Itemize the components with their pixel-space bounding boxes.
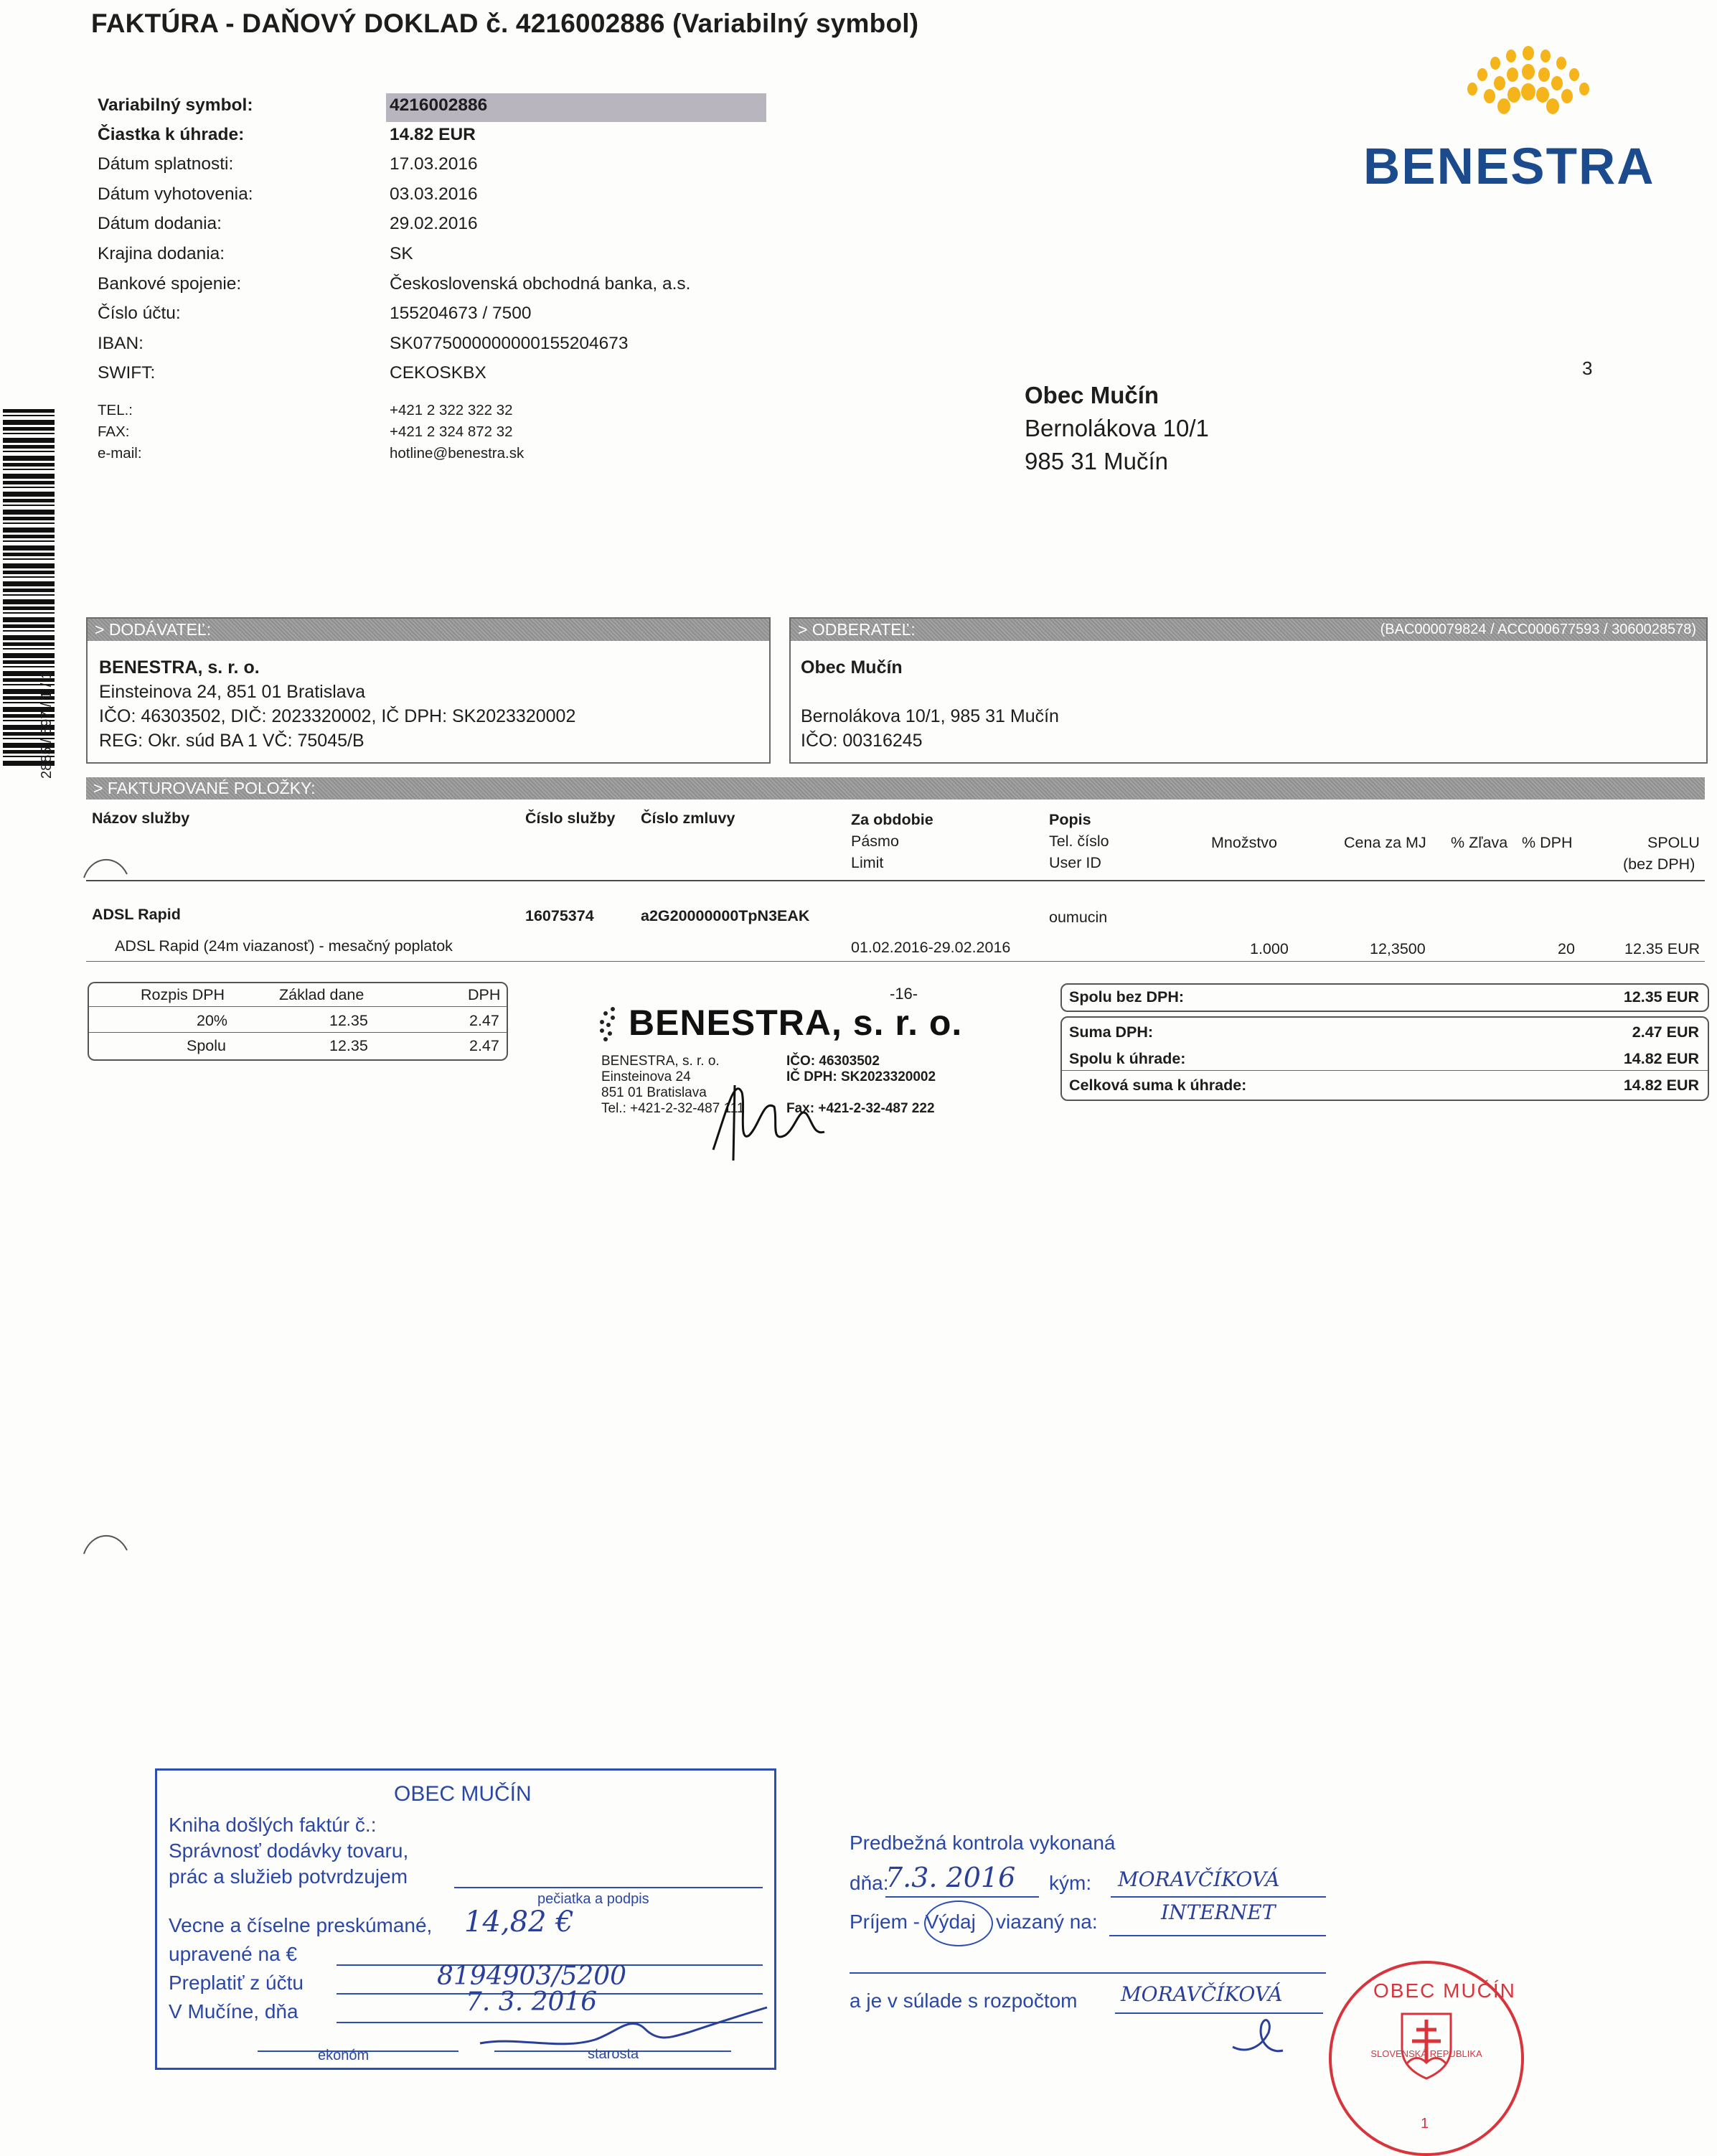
round-stamp-side: SLOVENSKÁ REPUBLIKA — [1370, 2048, 1482, 2059]
col-vat: % DPH — [1522, 834, 1573, 851]
vat-rate-base: 12.35 — [329, 1012, 368, 1029]
municipal-caption-right: starosta — [588, 2046, 639, 2062]
vat-sum-value: 2.47 EUR — [1632, 1023, 1699, 1041]
info-label-account: Číslo účtu: — [98, 304, 181, 323]
items-header: > FAKTUROVANÉ POLOŽKY: — [86, 777, 1705, 800]
municipal-stamp-caption: pečiatka a podpis — [537, 1891, 649, 1907]
round-stamp-top: OBEC MUČÍN — [1373, 1979, 1516, 2002]
totals-divider — [1062, 1070, 1708, 1071]
contact-value-email: hotline@benestra.sk — [390, 445, 524, 461]
info-value-account: 155204673 / 7500 — [390, 304, 532, 323]
info-label-variable-symbol: Variabilný symbol: — [98, 95, 253, 115]
col-zone: Pásmo — [851, 833, 899, 850]
benestra-logo: BENESTRA — [1363, 139, 1655, 195]
company-stamp-name: BENESTRA, s. r. o. — [629, 1003, 963, 1043]
grand-total-label: Celková suma k úhrade: — [1069, 1077, 1247, 1094]
col-service-name: Názov služby — [92, 810, 190, 827]
municipal-stamp-amount: 14,82 € — [464, 1906, 574, 1939]
col-limit: Limit — [851, 854, 884, 871]
company-stamp-icdph: IČ DPH: SK2023320002 — [786, 1069, 936, 1084]
municipal-signature-icon — [473, 2000, 774, 2065]
municipal-stamp-line5: upravené na € — [169, 1943, 298, 1965]
vat-total-base: 12.35 — [329, 1037, 368, 1054]
barcode-text: 2885 / 597 / 1 / 1 — [39, 670, 55, 779]
company-stamp-mark: -16- — [890, 985, 918, 1003]
recipient-street: Bernolákova 10/1 — [1025, 415, 1209, 441]
subtotal-box — [1060, 983, 1709, 1012]
recipient-name: Obec Mučín — [1025, 382, 1159, 408]
info-value-iban: SK0775000000000155204673 — [390, 334, 629, 353]
company-stamp-line2: Einsteinova 24 — [601, 1069, 691, 1084]
vat-header-base: Základ dane — [279, 986, 364, 1003]
totals-box — [1060, 1016, 1709, 1101]
company-stamp-fax: Fax: +421-2-32-487 222 — [786, 1101, 935, 1116]
info-label-swift: SWIFT: — [98, 363, 156, 383]
control-budget-label: a je v súlade s rozpočtom — [850, 1989, 1078, 2012]
to-pay-value: 14.82 EUR — [1623, 1050, 1699, 1067]
control-by-label: kým: — [1049, 1872, 1092, 1894]
item-period: 01.02.2016-29.02.2016 — [851, 939, 1011, 956]
control-line-budget — [1115, 2012, 1323, 2014]
municipal-stamp-date: 7. 3. 2016 — [466, 1987, 598, 2017]
municipal-stamp-account: 8194903/5200 — [437, 1962, 627, 1991]
coat-of-arms-icon — [1399, 2011, 1454, 2080]
col-tel: Tel. číslo — [1049, 833, 1109, 850]
item-vat: 20 — [1558, 940, 1575, 957]
col-contract-no: Číslo zmluvy — [641, 810, 735, 827]
control-line-empty — [850, 1972, 1326, 1974]
customer-header — [791, 619, 1706, 641]
info-value-issue-date: 03.03.2016 — [390, 184, 478, 204]
control-signature-icon — [1226, 2011, 1290, 2061]
col-service-no: Číslo služby — [525, 810, 616, 827]
vat-divider-2 — [89, 1032, 507, 1033]
stamp-sun-icon — [598, 1005, 627, 1045]
item-service-no: 16075374 — [525, 907, 594, 924]
company-stamp-line1: BENESTRA, s. r. o. — [601, 1054, 720, 1069]
info-label-amount: Čiastka k úhrade: — [98, 125, 245, 144]
vat-breakdown-box — [88, 982, 508, 1061]
supplier-box — [86, 617, 771, 764]
municipal-stamp-line1: Kniha došlých faktúr č.: — [169, 1814, 377, 1836]
signature-icon — [706, 1064, 828, 1164]
col-discount: % Zľava — [1451, 834, 1508, 851]
subtotal-value: 12.35 EUR — [1623, 988, 1699, 1006]
punch-hole-icon — [80, 853, 131, 881]
contact-value-fax: +421 2 324 872 32 — [390, 423, 513, 440]
items-separator-top — [86, 880, 1705, 881]
col-unit-price: Cena za MJ — [1344, 834, 1426, 851]
control-line-date — [885, 1896, 1039, 1898]
control-type-label: Príjem - Výdaj — [850, 1911, 976, 1933]
company-stamp-tel: Tel.: +421-2-32-487 111 — [601, 1101, 745, 1116]
vat-divider — [89, 1006, 507, 1007]
municipal-stamp-line3: prác a služieb potvrdzujem — [169, 1865, 408, 1888]
vat-rate-amount: 2.47 — [469, 1012, 499, 1029]
municipal-line-a — [454, 1887, 763, 1888]
municipal-stamp — [155, 1768, 776, 2070]
customer-ico: IČO: 00316245 — [801, 731, 923, 751]
control-stamp-title: Predbežná kontrola vykonaná — [850, 1832, 1116, 1854]
control-line-by — [1111, 1896, 1326, 1898]
items-separator-bottom — [86, 961, 1705, 962]
info-value-delivery-date: 29.02.2016 — [390, 214, 478, 233]
control-budget-value: MORAVČÍKOVÁ — [1121, 1982, 1283, 2006]
item-subname: ADSL Rapid (24m viazanosť) - mesačný poplatok — [115, 937, 453, 955]
customer-address: Bernolákova 10/1, 985 31 Mučín — [801, 706, 1059, 726]
municipal-stamp-line6: Preplatiť z účtu — [169, 1972, 304, 1994]
vat-header-breakdown: Rozpis DPH — [141, 986, 225, 1003]
info-value-amount: 14.82 EUR — [390, 125, 476, 144]
vat-total-amount: 2.47 — [469, 1037, 499, 1054]
supplier-reg: REG: Okr. súd BA 1 VČ: 75045/B — [99, 731, 364, 751]
control-date-label: dňa: — [850, 1872, 889, 1894]
col-total: SPOLU — [1647, 834, 1700, 851]
contact-label-tel: TEL.: — [98, 402, 133, 418]
col-userid: User ID — [1049, 854, 1101, 871]
control-type-circle — [924, 1900, 993, 1946]
vat-sum-label: Suma DPH: — [1069, 1023, 1154, 1041]
info-value-due-date: 17.03.2016 — [390, 154, 478, 174]
item-quantity: 1.000 — [1250, 940, 1289, 957]
punch-hole-icon — [80, 1529, 131, 1557]
info-value-variable-symbol: 4216002886 — [390, 95, 488, 115]
contact-label-email: e-mail: — [98, 445, 142, 461]
municipal-caption-left: ekonóm — [318, 2048, 370, 2063]
control-by-value: MORAVČÍKOVÁ — [1118, 1867, 1280, 1891]
item-name: ADSL Rapid — [92, 906, 181, 923]
municipal-stamp-line2: Správnosť dodávky tovaru, — [169, 1839, 409, 1862]
customer-codes: (BAC000079824 / ACC000677593 / 3060028578) — [1380, 622, 1696, 637]
subtotal-label: Spolu bez DPH: — [1069, 988, 1185, 1006]
col-total-sub: (bez DPH) — [1623, 856, 1695, 873]
control-date-value: 7.3. 2016 — [885, 1862, 1016, 1893]
company-stamp-line3: 851 01 Bratislava — [601, 1085, 707, 1100]
info-value-country: SK — [390, 244, 413, 263]
supplier-header: > DODÁVATEĽ: — [88, 619, 769, 641]
municipal-stamp-line7: V Mučíne, dňa — [169, 2000, 298, 2023]
customer-box — [789, 617, 1708, 764]
info-label-delivery-date: Dátum dodania: — [98, 214, 222, 233]
company-stamp — [598, 985, 972, 1171]
customer-name: Obec Mučín — [801, 657, 903, 678]
control-bound-label: viazaný na: — [996, 1911, 1098, 1933]
info-label-bank: Bankové spojenie: — [98, 274, 242, 294]
municipal-stamp-title: OBEC MUČÍN — [394, 1782, 532, 1806]
document-title: FAKTÚRA - DAŇOVÝ DOKLAD č. 4216002886 (Variabilný symbol) — [91, 9, 919, 38]
info-label-iban: IBAN: — [98, 334, 144, 353]
municipal-stamp-line4: Vecne a číselne preskúmané, — [169, 1914, 433, 1936]
col-period: Za obdobie — [851, 811, 933, 828]
item-contract-no: a2G20000000TpN3EAK — [641, 907, 810, 924]
contact-label-fax: FAX: — [98, 423, 130, 440]
grand-total-value: 14.82 EUR — [1623, 1077, 1699, 1094]
supplier-ids: IČO: 46303502, DIČ: 2023320002, IČ DPH: SK2023320002 — [99, 706, 576, 726]
info-label-country: Krajina dodania: — [98, 244, 225, 263]
sun-logo-icon — [1442, 44, 1614, 123]
customer-header-label: > ODBERATEĽ: — [798, 620, 916, 639]
item-total: 12.35 EUR — [1624, 940, 1700, 957]
contact-value-tel: +421 2 322 322 32 — [390, 402, 513, 418]
round-stamp-number: 1 — [1421, 2116, 1429, 2132]
vat-header-vat: DPH — [468, 986, 501, 1003]
vat-total-label: Spolu — [187, 1037, 226, 1054]
page-number: 3 — [1582, 357, 1593, 379]
info-value-swift: CEKOSKBX — [390, 363, 486, 383]
item-unit-price: 12,3500 — [1370, 940, 1426, 957]
to-pay-label: Spolu k úhrade: — [1069, 1050, 1186, 1067]
vat-rate: 20% — [197, 1012, 228, 1029]
info-label-due-date: Dátum splatnosti: — [98, 154, 234, 174]
supplier-address: Einsteinova 24, 851 01 Bratislava — [99, 682, 366, 702]
company-stamp-ico: IČO: 46303502 — [786, 1054, 880, 1069]
item-userid: oumucin — [1049, 909, 1108, 926]
col-quantity: Množstvo — [1211, 834, 1278, 851]
info-value-bank: Československá obchodná banka, a.s. — [390, 274, 691, 294]
col-description: Popis — [1049, 811, 1091, 828]
supplier-name: BENESTRA, s. r. o. — [99, 657, 260, 678]
info-label-issue-date: Dátum vyhotovenia: — [98, 184, 253, 204]
control-line-bound — [1109, 1935, 1326, 1936]
control-stamp — [845, 1832, 1333, 2061]
round-stamp — [1329, 1961, 1524, 2156]
recipient-city: 985 31 Mučín — [1025, 448, 1168, 474]
control-bound-value: INTERNET — [1161, 1900, 1276, 1924]
